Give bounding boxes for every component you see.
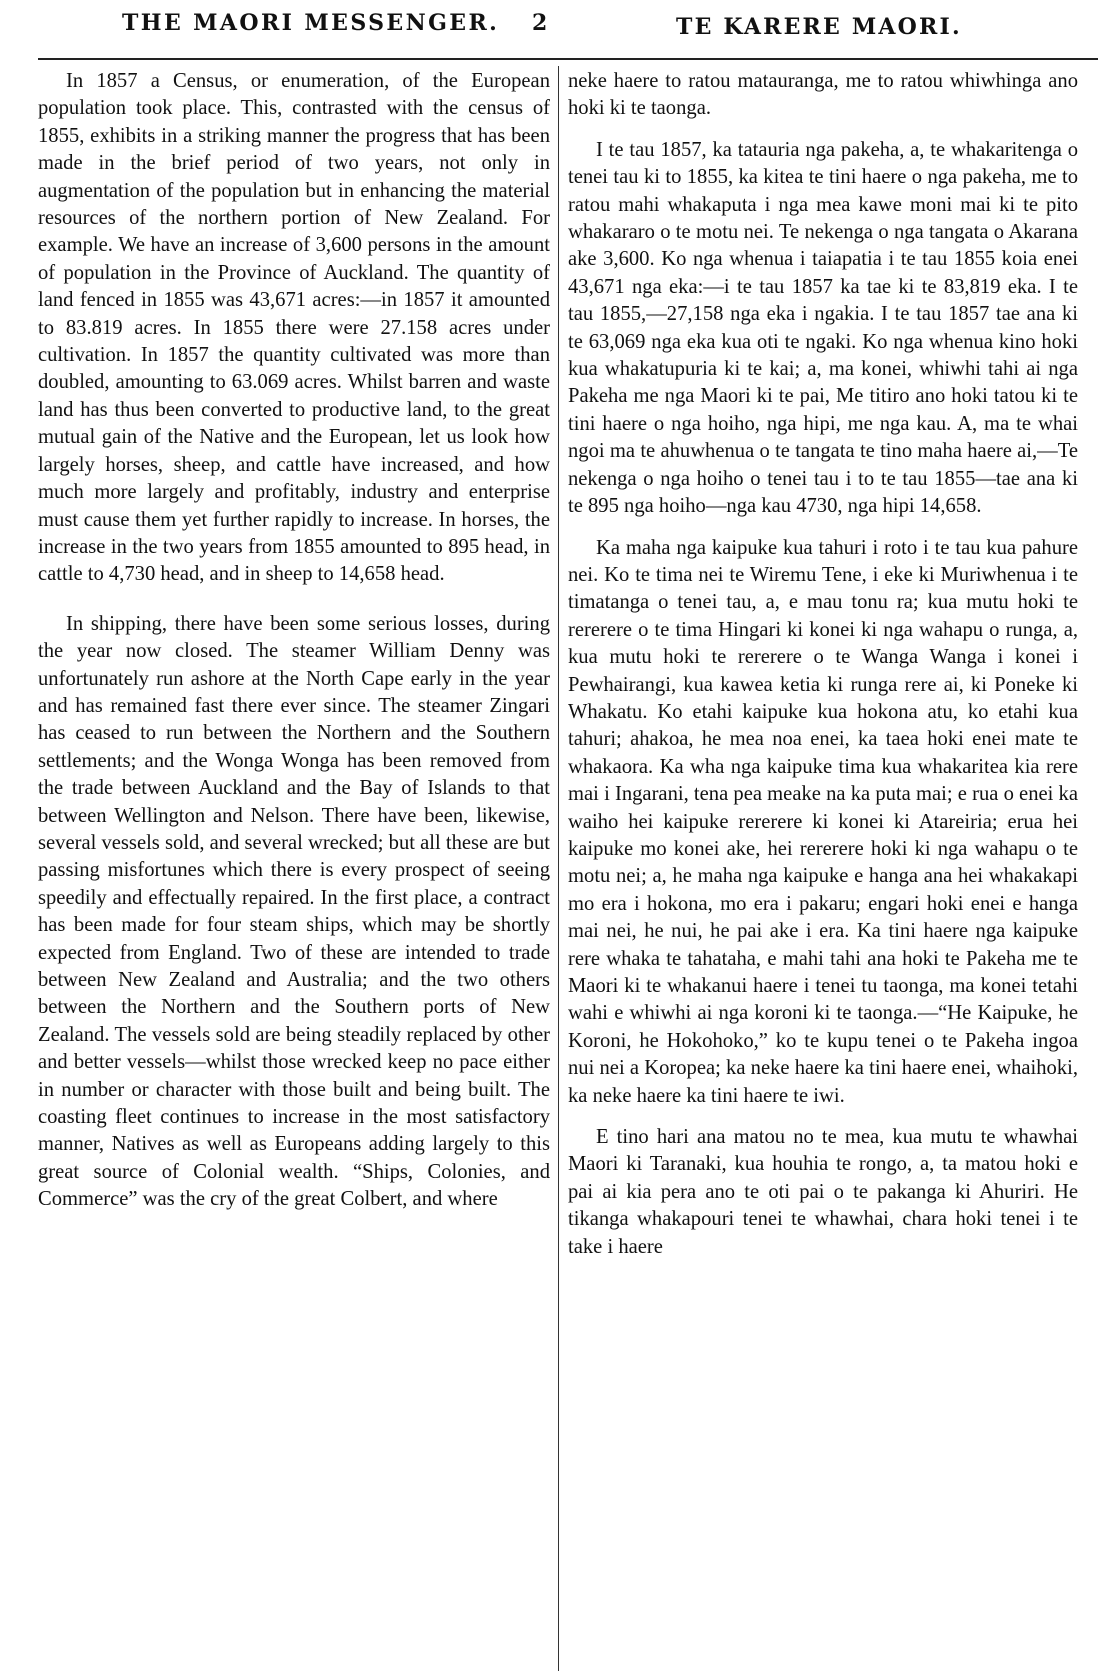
paragraph-tatauria: I te tau 1857, ka tatauria nga pakeha, a, te whakaritenga o tenei tau ki to 1855, ka kitea te tini haere o nga pakeha, me to ratou mahi whakaputa i nga mea kawe moni mai ki te pito whakararo o te motu nei. Te nekenga o nga tangata o Akarana ake 3,600. Ko nga whenua i taiapatia i te tau 1855 koia enei 43,671 nga eka:—i te tau 1857 ka tae ki te 83,819 eka. I te tau 1855,—27,158 nga eka i ngakia. I te tau 1857 tae ana ki te 63,069 nga eka kua oti te ngaki. Ko nga whenua kino hoki kua whakatupuria ki te kai; a, ma konei, whiwhi tahi ai nga Pakeha me nga Maori ki te pai, Me titiro ano hoki tatou ki te tini haere o nga hoiho, nga hipi, me nga kau. A, ma te whai ngoi ma te ahuwhenua o te tangata te tino maha haere ai,—Te nekenga o nga hoiho o tenei tau i to te tau 1855—tae ana ki te 895 nga hoiho—nga kau 4730, nga hipi 14,658.: [568, 138, 1078, 518]
masthead-maori: TE KARERE MAORI.: [676, 14, 962, 40]
paragraph-continued: neke haere to ratou matauranga, me to ratou whiwhinga ano hoki ki te taonga.: [568, 70, 1078, 120]
paragraph-whawhai: E tino hari ana matou no te mea, kua mutu te whawhai Maori ki Taranaki, kua houhia te rongo, a, ta matou hoki e pai ai kia pera ano te oti pai o te pakanga ki Ahuriri. He tikanga whakapouri tenei te whawhai, chara hoki tenei i te take i haere: [568, 1126, 1078, 1258]
column-divider: [558, 66, 559, 1671]
maori-column: [568, 68, 1078, 1261]
page-header: [0, 4, 1114, 46]
page-number: 2: [532, 10, 548, 36]
paragraph-shipping: In shipping, there have been some serious losses, during the year now closed. The steamer William Denny was unfortunately run ashore at the North Cape early in the year and has remained fast there ever since. The steamer Zingari has ceased to run between the Northern and the Southern settlements; and the Wonga Wonga has been removed from the trade between Auckland and the Bay of Islands to that between Wellington and Nelson. There have been, likewise, several vessels sold, and several wrecked; but all these are but passing misfortunes which there is every prospect of seeing speedily and effectually repaired. In the first place, a contract has been made for four steam ships, which may be shortly expected from England. Two of these are intended to trade between New Zealand and Australia; and the two others between the Northern and the Southern ports of New Zealand. The vessels sold are being steadily replaced by other and better vessels—whilst those wrecked keep no pace either in number or character with those built and being built. The coasting fleet continues to increase in the most satisfactory manner, Natives as well as Europeans adding largely to this great source of Colonial wealth. “Ships, Colonies, and Commerce” was the cry of the great Colbert, and where: [38, 612, 550, 1211]
paragraph-kaipuke: Ka maha nga kaipuke kua tahuri i roto i te tau kua pahure nei. Ko te tima nei te Wiremu Tene, i eke ki Muriwhenua i te timatanga o tenei tau, a, e mau tonu ra; kua mutu hoki te rererere o te tima Hingari ki konei ki nga wahapu o runga, a, kua mutu hoki te rererere o te Wanga Wanga i konei i Pewhairangi, kua kawea ketia ki runga rere ai, ki Poneke ki Whakatu. Ko etahi kaipuke kua hokona atu, ko etahi kua tahuri; ahakoa, he mea noa enei, ka taea hoki enei mate te whakaora. Ka wha nga kaipuke tima kua whakaritea kia rere mai i Ingarani, tena pea meake na ka puta mai; e rua o enei ka waiho hei kaipuke rererere ki konei ki Atareiria; erua hei kaipuke mo konei ake, hei rererere hoki ki nga wahapu o te motu nei; a, he maha nga kaipuke e hanga ana hei whakakapi mo era i hokona, mo era i pakaru; engari hoki enei e hanga mai nei, he nui, he pai ake i era. Ka tini haere nga kaipuke rere whaka te tahataha, e mahi tahi ana hoki te Pakeha me te Maori ki te whakanui haere i tenei tu taonga, ma konei tetahi wahi e whiwhi ai nga koroni ki te taonga.—“He Kaipuke, he Koroni, he Hokohoko,” ko te kupu tenei o te Pakeha ingoa nui nei a Koropea; ka neke haere ka tini haere enei, whaihoki, ka neke haere ka tini haere te iwi.: [568, 536, 1078, 1107]
header-rule: [38, 58, 1098, 60]
masthead-english: THE MAORI MESSENGER.: [122, 10, 500, 36]
paragraph-census: In 1857 a Census, or enumeration, of the European population took place. This, contrasted with the census of 1855, exhibits in a striking manner the progress that has been made in the brief period of two years, not only in augmentation of the population but in enhancing the material resources of the northern portion of New Zealand. For example. We have an increase of 3,600 persons in the amount of population in the Province of Auckland. The quantity of land fenced in 1855 was 43,671 acres:—in 1857 it amounted to 83.819 acres. In 1855 there were 27.158 acres under cultivation. In 1857 the quantity cultivated was more than doubled, amounting to 63.069 acres. Whilst barren and waste land has thus been converted to productive land, to the great mutual gain of the Native and the European, let us look how largely horses, sheep, and cattle have increased, and how much more largely and profitably, industry and enterprise must cause them yet further rapidly to increase. In horses, the increase in the two years from 1855 amounted to 895 head, in cattle to 4,730 head, and in sheep to 14,658 head.: [38, 70, 550, 586]
english-column: [38, 68, 550, 1214]
